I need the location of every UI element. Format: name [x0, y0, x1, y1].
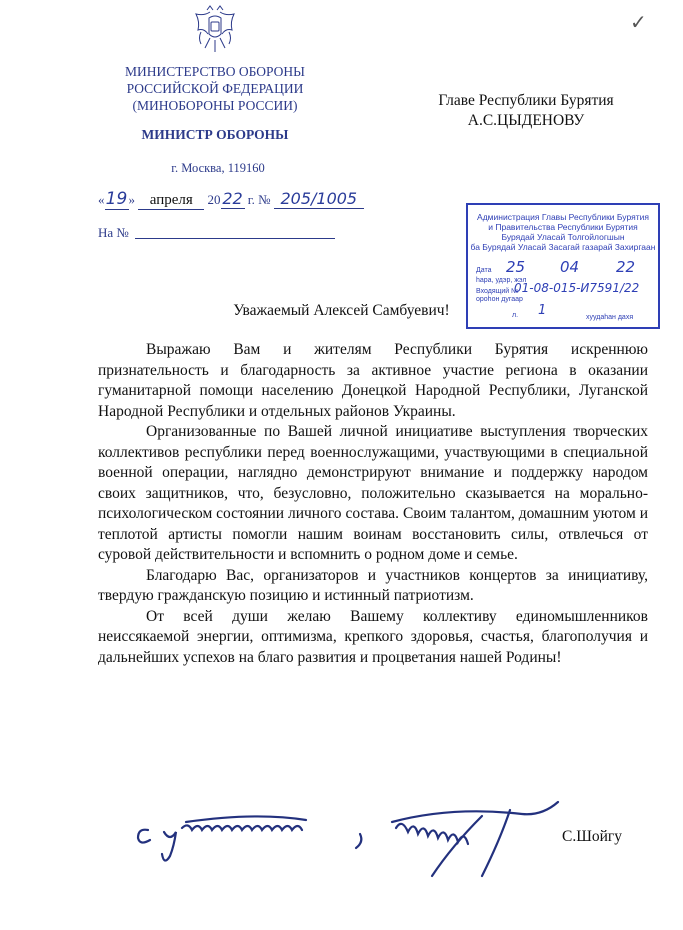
paragraph-2: Организованные по Вашей личной инициативе выступления творческих коллективов республики перед военнослужащими, участвующими в специальной военной операции, наглядно демонстрируют внимание и поддержку народом своих защитников, что, безусловно, положительно сказывается на морально-психологическом состоянии личного состава. Своим талантом, домашним уютом и теплотой артисты помогли нашим воинам восстановить силы, отвлечься от суровой действительности и вспомнить о родном доме и семье. — [98, 423, 648, 563]
state-emblem-icon — [193, 4, 237, 56]
quote-open: « — [98, 192, 105, 207]
city-address: г. Москва, 119160 — [171, 161, 265, 175]
minister-title: МИНИСТР ОБОРОНЫ — [141, 127, 289, 142]
stamp-incoming-number: 01-08-015-И7591/22 — [514, 281, 640, 295]
stamp-header — [468, 212, 658, 252]
letter-body — [98, 340, 648, 668]
stamp-incoming-label: Входящий № — [476, 288, 519, 295]
reference-number-row — [98, 225, 335, 241]
paragraph-3: Благодарю Вас, организаторов и участников концертов за инициативу, твердую гражданскую позицию и истинный патриотизм. — [98, 566, 648, 604]
signer-name: С.Шойгу — [562, 828, 623, 845]
ministry-name-line-1: МИНИСТЕРСТВО ОБОРОНЫ — [125, 64, 305, 79]
addressee-name: А.С.ЦЫДЕНОВУ — [467, 112, 585, 129]
ministry-name-line-2: РОССИЙСКОЙ ФЕДЕРАЦИИ — [126, 81, 304, 96]
year-prefix: 20 — [207, 192, 221, 207]
paragraph-1: Выражаю Вам и жителям Республики Бурятия искреннюю признательность и благодарность за активное участие региона в оказании гуманитарной помощи населению Донецкой Народной Республики, Луганской Народной Республики и отдельных районов Украины. — [98, 341, 648, 420]
stamp-date-month: 04 — [560, 258, 580, 276]
handwritten-signature — [130, 792, 610, 882]
stamp-date-sub-label: һара, удэр, жэл — [476, 277, 527, 284]
stamp-header-line-3: Бурядай Уласай Толгойлогшын — [501, 232, 625, 242]
date-day: 19 — [105, 189, 128, 209]
stamp-header-line-1: Администрация Главы Республики Бурятия — [477, 212, 649, 222]
salutation: Уважаемый Алексей Самбуевич! — [233, 302, 450, 319]
date-year: 22 — [222, 189, 243, 208]
stamp-sheets-value: 1 — [538, 303, 547, 318]
reference-label: На № — [98, 225, 129, 240]
reference-line — [135, 238, 335, 239]
stamp-sheets-label: л. — [512, 312, 519, 319]
stamp-footer-label: хуудаһан дахя — [586, 314, 634, 321]
date-month: апреля — [138, 192, 204, 210]
stamp-header-line-4: ба Бурядай Уласай Засагай газарай Захиргаан — [470, 242, 656, 252]
stamp-date-label: Дата — [476, 267, 492, 274]
outgoing-date-row — [98, 189, 364, 210]
addressee-position: Главе Республики Бурятия — [438, 92, 614, 109]
ministry-name-line-3: (МИНОБОРОНЫ РОССИИ) — [132, 98, 298, 113]
stamp-incoming-sub-label: ороһон дугаар — [476, 296, 523, 303]
stamp-date-year: 22 — [616, 258, 636, 276]
paragraph-4: От всей души желаю Вашему коллективу единомышленников неиссякаемой энергии, оптимизма, крепкого здоровья, счастья, благополучия и дальнейших успехов на благо развития и процветания нашей Родины! — [98, 607, 648, 666]
stamp-date-day: 25 — [506, 258, 526, 276]
check-mark-icon: ✓ — [630, 10, 647, 34]
outgoing-number: 205/1005 — [274, 189, 364, 209]
quote-close: » — [128, 192, 135, 207]
number-label: г. № — [247, 192, 271, 207]
stamp-header-line-2: и Правительства Республики Бурятия — [488, 222, 638, 232]
